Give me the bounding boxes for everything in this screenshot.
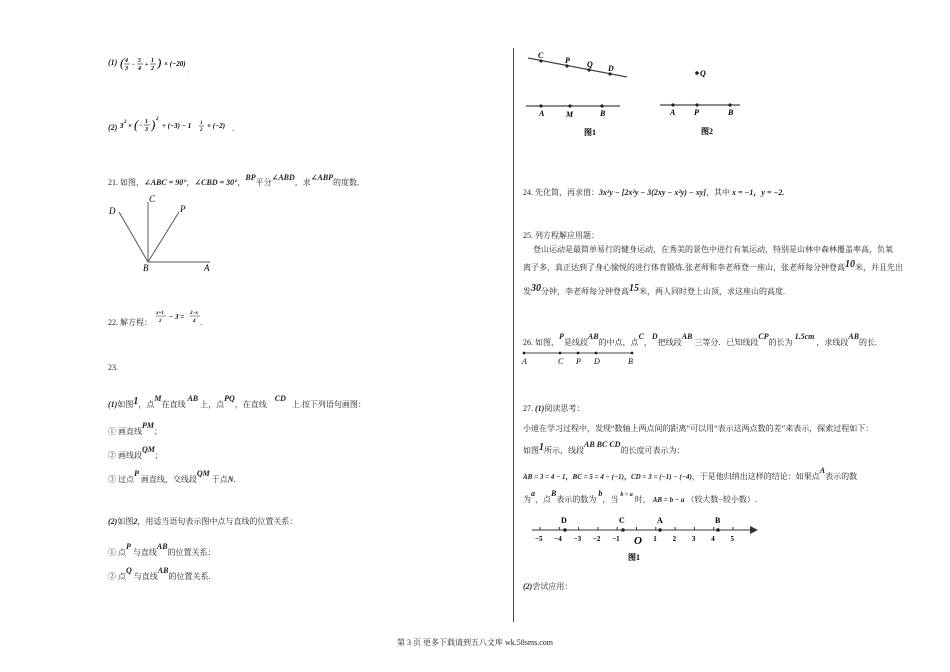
svg-text:1: 1 [200,121,203,126]
svg-text:3: 3 [145,127,148,133]
q20-1-label: (1) [108,58,118,67]
svg-text:2: 2 [159,319,162,324]
svg-text:÷ (−3) − 1: ÷ (−3) − 1 [162,122,192,130]
svg-text:B: B [600,109,606,118]
svg-text:2: 2 [124,120,127,125]
q25-line1: 登山运动是最简单易行的健身运动，在秀美的景色中进行有氧运动，特别是山林中森林覆盖率高，负氧 [533,245,893,254]
svg-text:−: − [139,123,143,129]
label-p: P [180,204,186,214]
q26-segment-figure [520,347,640,369]
svg-text:B: B [715,516,721,525]
svg-text:(: ( [134,117,139,132]
svg-text:2: 2 [156,117,159,122]
axis-tick-label: 5 [730,535,734,543]
q24-text: 24. 先化简，再求值：3x²y − [2x²y − 3(2xy − x²y) − xy]，其中 x = −1，y = −2. [523,188,785,197]
q20-2-label: (2) [108,123,118,132]
svg-text:A: A [522,357,527,366]
q23-step2: ② 画线段QM； [108,445,163,460]
q26-text: 26. 如图，P是线段AB的中点，点C，D把线段AB 三等分．已知线段CP的长为 1.5cm ，求线段AB的长. [523,332,878,347]
q27-line1: 小迪在学习过程中，发现“数轴上两点间的距离”可以用“表示这两点数的差”来表示，探索过程如下： [523,424,874,433]
svg-text:): ) [151,117,156,132]
q25-line2: 离子多，真正达到了身心愉悦的进行体育锻炼.张老师和李老师登一座山，张老师每分钟登高10米，并且先出 [523,259,903,272]
q20-2-expression [120,113,238,137]
svg-text:图1: 图1 [584,128,596,137]
svg-text:图2: 图2 [701,127,713,136]
svg-text:P: P [576,357,581,366]
axis-tick-label: 1 [653,535,657,543]
svg-text:4: 4 [193,319,196,324]
svg-text:+: + [145,62,149,68]
q27-number-line [528,512,758,562]
figure-2 [660,69,740,136]
q20-2-end: . [232,124,234,133]
svg-text:C: C [538,51,544,60]
svg-text:×: × [128,122,132,130]
axis-tick-label: −3 [573,535,582,543]
axis-tick-label: 2 [672,535,677,543]
label-c: C [149,194,156,204]
svg-text:Q: Q [700,69,706,78]
q27-line3: AB = 3 = 4 − 1，BC = 5 = 4 − (−1)，CD = 3 = (−1) − (−4)，于是他归纳出这样的结论：如果点A表示的数 [523,466,858,481]
q23-num: 23. [108,363,118,372]
axis-tick-label: O [634,535,642,547]
svg-text:图1: 图1 [628,553,640,562]
svg-text:3: 3 [125,66,128,72]
q27-line4: 为a，点B表示的数为 b，当 $^{b > a}$ 时， AB = b − a （较大数−较小数）. [523,489,757,504]
svg-text:P: P [565,56,570,65]
axis-tick-label: −2 [592,535,601,543]
svg-text:× (−2): × (−2) [207,122,226,130]
q23-part1: (1)如图1，点M在直线 AB 上，点PQ，在直线 CD上.按下列语句画图： [108,394,366,409]
page-footer: 第 3 页 更多下载请到五八文库 wk.58sms.com [397,638,553,647]
svg-text:A: A [657,516,663,525]
axis-tick-label: 4 [711,535,715,543]
svg-text:A: A [670,108,676,117]
svg-text:× (−20): × (−20) [164,60,186,68]
label-a: A [204,263,210,273]
svg-text:B: B [628,357,633,366]
svg-text:A: A [539,109,545,118]
svg-text:− 3 =: − 3 = [169,313,185,321]
axis-tick-label: 3 [691,535,696,543]
svg-text:C: C [619,516,625,525]
q23-relation2: ② 点Q 与直线AB的位置关系. [108,566,211,581]
q21-text: 21. 如图，∠ABC = 90°，∠CBD = 30°，BP平分∠ABD，求∠ABP的度数. [108,173,360,187]
q23-relation1: ① 点P 与直线AB的位置关系： [108,542,216,557]
svg-text:M: M [566,110,574,119]
figure-1 [526,51,627,137]
svg-text:x+1: x+1 [156,311,164,316]
svg-text:1: 1 [151,58,154,64]
q21-angle-figure [104,190,224,274]
label-b: B [143,263,149,273]
svg-text:(: ( [120,55,125,70]
svg-text:D: D [594,357,600,366]
svg-text:C: C [558,357,564,366]
svg-text:D: D [561,516,567,525]
q25-title: 25. 列方程解应用题： [523,231,599,240]
q23-figures [520,48,780,140]
svg-text:5: 5 [138,58,141,64]
svg-text:2: 2 [151,66,154,72]
svg-text:−: − [132,62,136,68]
svg-text:B: B [728,108,734,117]
axis-tick-label: −4 [554,535,562,543]
q20-1-end: ; [188,68,190,73]
q27-title: 27. (1)阅读思考： [523,404,585,413]
axis-arrow-icon [750,526,758,534]
svg-text:Q: Q [587,60,593,69]
svg-text:1: 1 [145,119,148,125]
q22-end: . [200,318,202,327]
q27-line2: 如图1所示，线段AB BC CD的长度可表示为： [523,440,685,455]
q23-step3: ③ 过点P 画直线，交线段QM 于点N. [108,469,236,484]
svg-text:P: P [694,108,699,117]
q20-1-expression [120,52,190,76]
q25-line3: 发30分钟，李老师每分钟登高15米，两人同时登上山顶，求这座山的高度. [523,283,785,296]
svg-text:2−x: 2−x [190,311,199,316]
column-divider [513,48,514,622]
svg-text:D: D [608,64,614,73]
svg-text:2: 2 [200,128,203,133]
q22-text: 22. 解方程： [108,318,152,327]
svg-text:): ) [157,55,162,70]
q27-part2: (2)尝试应用： [523,582,573,591]
svg-text:3: 3 [120,122,124,130]
q23-part2: (2)如图2，用适当语句表示图中点与直线的位置关系： [108,517,298,526]
axis-tick-label: −5 [535,535,543,543]
q23-step1: ① 画直线PM； [108,421,162,436]
axis-tick-label: −1 [612,535,620,543]
svg-text:4: 4 [138,66,141,72]
svg-text:4: 4 [125,58,128,64]
label-d: D [109,206,116,216]
